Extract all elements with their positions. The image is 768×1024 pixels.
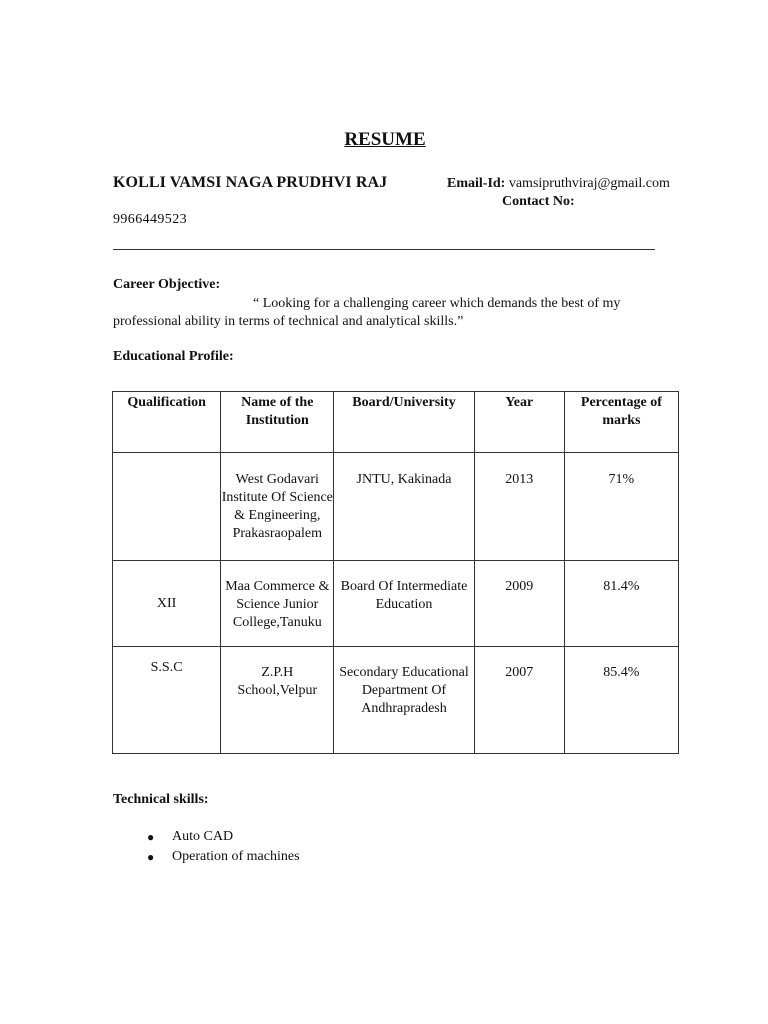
column-header-qualification: Qualification <box>113 392 221 453</box>
cell-qualification <box>113 453 221 561</box>
phone-number: 9966449523 <box>113 212 187 227</box>
skill-label: Operation of machines <box>172 849 300 864</box>
email-line <box>447 176 670 192</box>
technical-skills-heading: Technical skills: <box>113 792 209 807</box>
cell-percentage: 71% <box>564 453 678 561</box>
skill-label: Auto CAD <box>172 829 234 844</box>
career-objective-line-2: professional ability in terms of technical and analytical skills.” <box>113 314 464 329</box>
table-header-row <box>113 392 679 453</box>
cell-board: Secondary Educational Department Of Andhrapradesh <box>334 647 474 754</box>
column-header-board: Board/University <box>334 392 474 453</box>
column-header-institution: Name of the Institution <box>221 392 334 453</box>
cell-institution: Maa Commerce & Science Junior College,Tanuku <box>221 561 334 647</box>
list-item <box>132 828 300 848</box>
bullet-icon: ● <box>147 830 155 844</box>
candidate-name: KOLLI VAMSI NAGA PRUDHVI RAJ <box>113 174 388 191</box>
cell-year: 2013 <box>474 453 564 561</box>
career-objective-heading: Career Objective: <box>113 277 221 292</box>
email-label: Email-Id: <box>447 176 506 191</box>
cell-institution: Z.P.H School,Velpur <box>221 647 334 754</box>
career-objective-text <box>113 295 673 331</box>
table-row <box>113 647 679 754</box>
email-value: vamsipruthviraj@gmail.com <box>508 176 670 191</box>
skills-list <box>132 828 300 868</box>
cell-qualification: S.S.C <box>113 647 221 754</box>
cell-percentage: 85.4% <box>564 647 678 754</box>
cell-board: JNTU, Kakinada <box>334 453 474 561</box>
contact-label: Contact No: <box>502 194 575 209</box>
education-table <box>112 391 679 754</box>
resume-title: RESUME <box>344 129 426 150</box>
column-header-year: Year <box>474 392 564 453</box>
cell-qualification: XII <box>113 561 221 647</box>
table-row <box>113 453 679 561</box>
bullet-icon: ● <box>147 850 155 864</box>
cell-institution: West Godavari Institute Of Science & Engineering, Prakasraopalem <box>221 453 334 561</box>
column-header-percentage: Percentage of marks <box>564 392 678 453</box>
cell-year: 2007 <box>474 647 564 754</box>
header-divider <box>113 249 655 250</box>
list-item <box>132 848 300 868</box>
cell-percentage: 81.4% <box>564 561 678 647</box>
cell-year: 2009 <box>474 561 564 647</box>
cell-board: Board Of Intermediate Education <box>334 561 474 647</box>
table-row <box>113 561 679 647</box>
educational-profile-heading: Educational Profile: <box>113 349 234 364</box>
career-objective-line-1: “ Looking for a challenging career which demands the best of my <box>253 296 621 311</box>
